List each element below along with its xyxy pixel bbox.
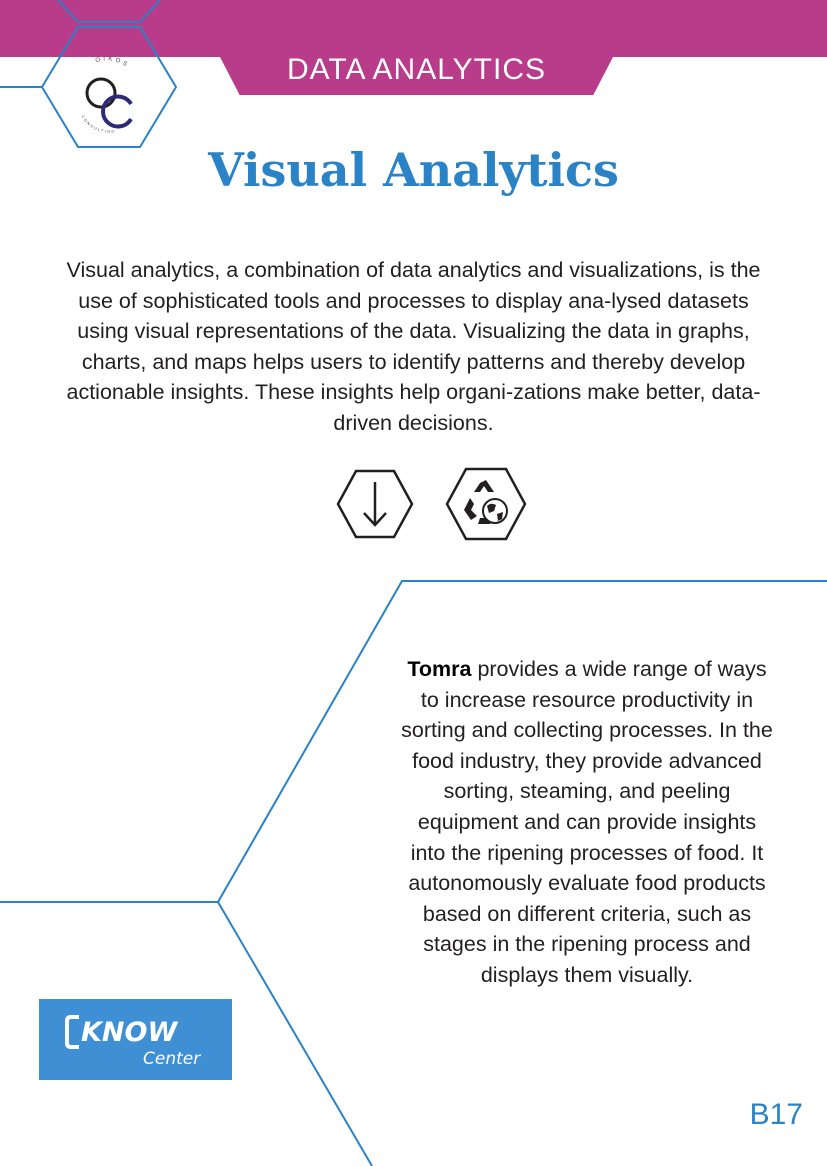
case-study-body: provides a wide range of ways to increase resource productivity in sorting and collecting processes. In the food industry, they provide advanced sorting, steaming, and peeling equipment and can provide insights into the ripening processes of food. It autonomously evaluate food products based on different criteria, such as stages in the ripening process and displays them visually.: [401, 657, 773, 987]
page-number: B17: [749, 1098, 803, 1131]
page-title: Visual Analytics: [208, 143, 619, 197]
logo-tagline: CONSULTING: [80, 114, 117, 134]
down-arrow-hexagon-icon: [335, 468, 415, 540]
case-study-company: Tomra: [407, 657, 472, 681]
logo-wordmark: OIKOS: [94, 56, 131, 70]
know-center-logo: [39, 999, 232, 1080]
know-logo-line1: KNOW: [81, 1017, 178, 1048]
section-label: DATA ANALYTICS: [286, 53, 547, 86]
oikos-consulting-logo: [64, 55, 154, 145]
recycle-globe-hexagon-icon: [444, 466, 528, 542]
intro-paragraph: Visual analytics, a combination of data analytics and visualizations, is the use of sophisticated tools and processes to display ana-lysed datasets using visual representations of the data. Visualizing the data in graphs, charts, and maps helps users to identify patterns and thereby develop actionable insights. These insights help organi-zations make better, data-driven decisions.: [66, 258, 761, 435]
case-study-paragraph: [400, 654, 774, 991]
know-logo-line2: Center: [143, 1049, 201, 1069]
